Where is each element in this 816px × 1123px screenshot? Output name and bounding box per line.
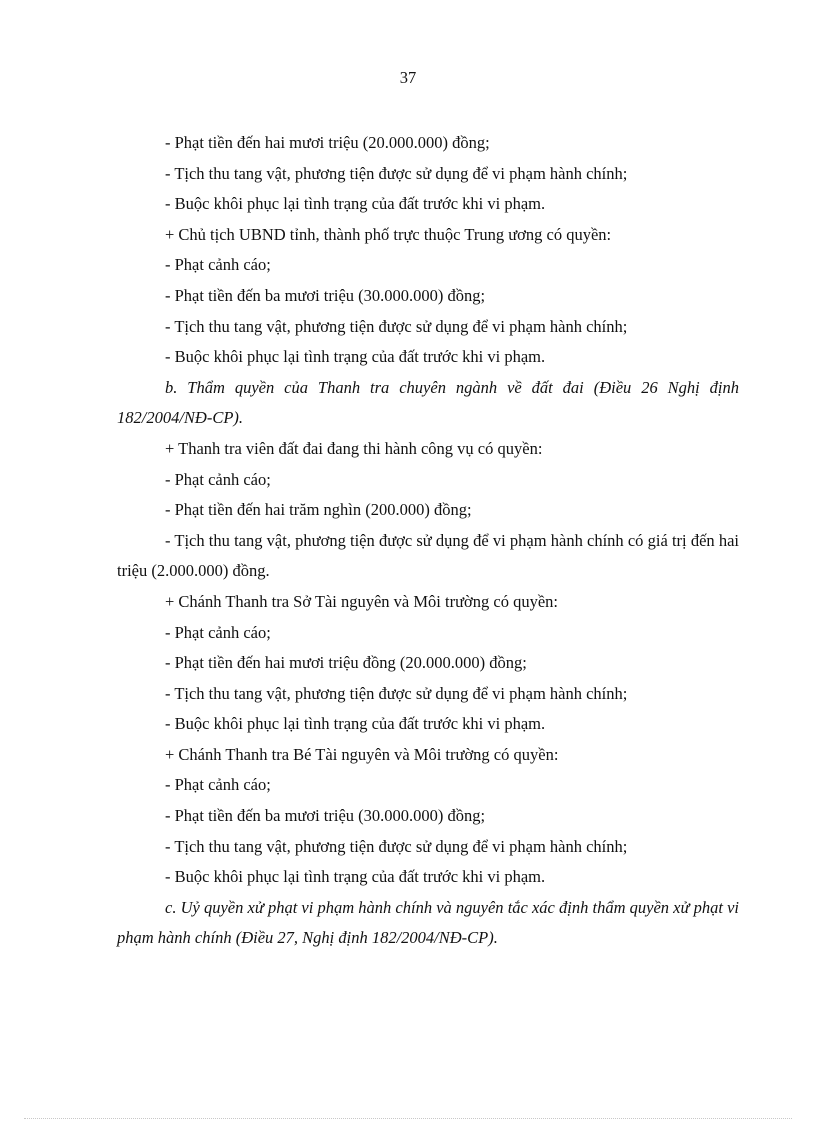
paragraph (117, 526, 739, 587)
text-line: - Phạt tiền đến hai mươi triệu (20.000.000) đồng; (165, 133, 490, 152)
paragraph-text: - Tịch thu tang vật, phương tiện được sử dụng để vi phạm hành chính có giá trị đến hai triệu (2.000.000) đồng. (117, 530, 739, 581)
page-footer-divider (24, 1118, 792, 1119)
section-heading-c (117, 893, 739, 954)
section-heading-b (117, 373, 739, 434)
text-line: - Phạt tiền đến hai mươi triệu đồng (20.000.000) đồng; (165, 653, 527, 673)
text-line: + Chánh Thanh tra Bé Tài nguyên và Môi trường có quyền: (165, 744, 559, 764)
text-line: - Buộc khôi phục lại tình trạng của đất trước khi vi phạm. (165, 194, 546, 214)
text-line: - Tịch thu tang vật, phương tiện được sử dụng để vi phạm hành chính; (165, 836, 628, 856)
text-line: - Buộc khôi phục lại tình trạng của đất trước khi vi phạm. (165, 867, 546, 887)
text-line: - Phạt tiền đến ba mươi triệu (30.000.000) đồng; (165, 806, 486, 826)
text-line: + Chánh Thanh tra Sở Tài nguyên và Môi trường có quyền: (165, 591, 558, 611)
text-line: - Phạt tiền đến hai trăm nghìn (200.000) đồng; (165, 500, 472, 520)
document-body (117, 128, 739, 954)
text-line: - Tịch thu tang vật, phương tiện được sử dụng để vi phạm hành chính; (165, 316, 628, 336)
text-line: - Tịch thu tang vật, phương tiện được sử dụng để vi phạm hành chính; (165, 683, 628, 703)
text-line: - Phạt cảnh cáo; (165, 775, 271, 795)
text-line: + Chủ tịch UBND tỉnh, thành phố trực thuộc Trung ương có quyền: (165, 224, 612, 244)
text-line: - Phạt cảnh cáo; (165, 622, 271, 642)
text-line: - Phạt cảnh cáo; (165, 255, 271, 275)
text-line: + Thanh tra viên đất đai đang thi hành công vụ có quyền: (165, 438, 543, 458)
section-heading-c-text: c. Uỷ quyền xử phạt vi phạm hành chính và nguyên tắc xác định thẩm quyền xử phạt vi phạm hành chính (Điều 27, Nghị định 182/2004/NĐ-CP). (117, 897, 739, 948)
text-line: - Phạt tiền đến ba mươi triệu (30.000.000) đồng; (165, 285, 486, 305)
page-number: 37 (399, 68, 417, 87)
section-heading-b-text: b. Thẩm quyền của Thanh tra chuyên ngành về đất đai (Điều 26 Nghị định 182/2004/NĐ-CP). (117, 377, 739, 428)
text-line: - Phạt cảnh cáo; (165, 469, 271, 489)
text-line: - Tịch thu tang vật, phương tiện được sử dụng để vi phạm hành chính; (165, 163, 628, 183)
text-line: - Buộc khôi phục lại tình trạng của đất trước khi vi phạm. (165, 714, 546, 734)
text-line: - Buộc khôi phục lại tình trạng của đất trước khi vi phạm. (165, 347, 546, 367)
